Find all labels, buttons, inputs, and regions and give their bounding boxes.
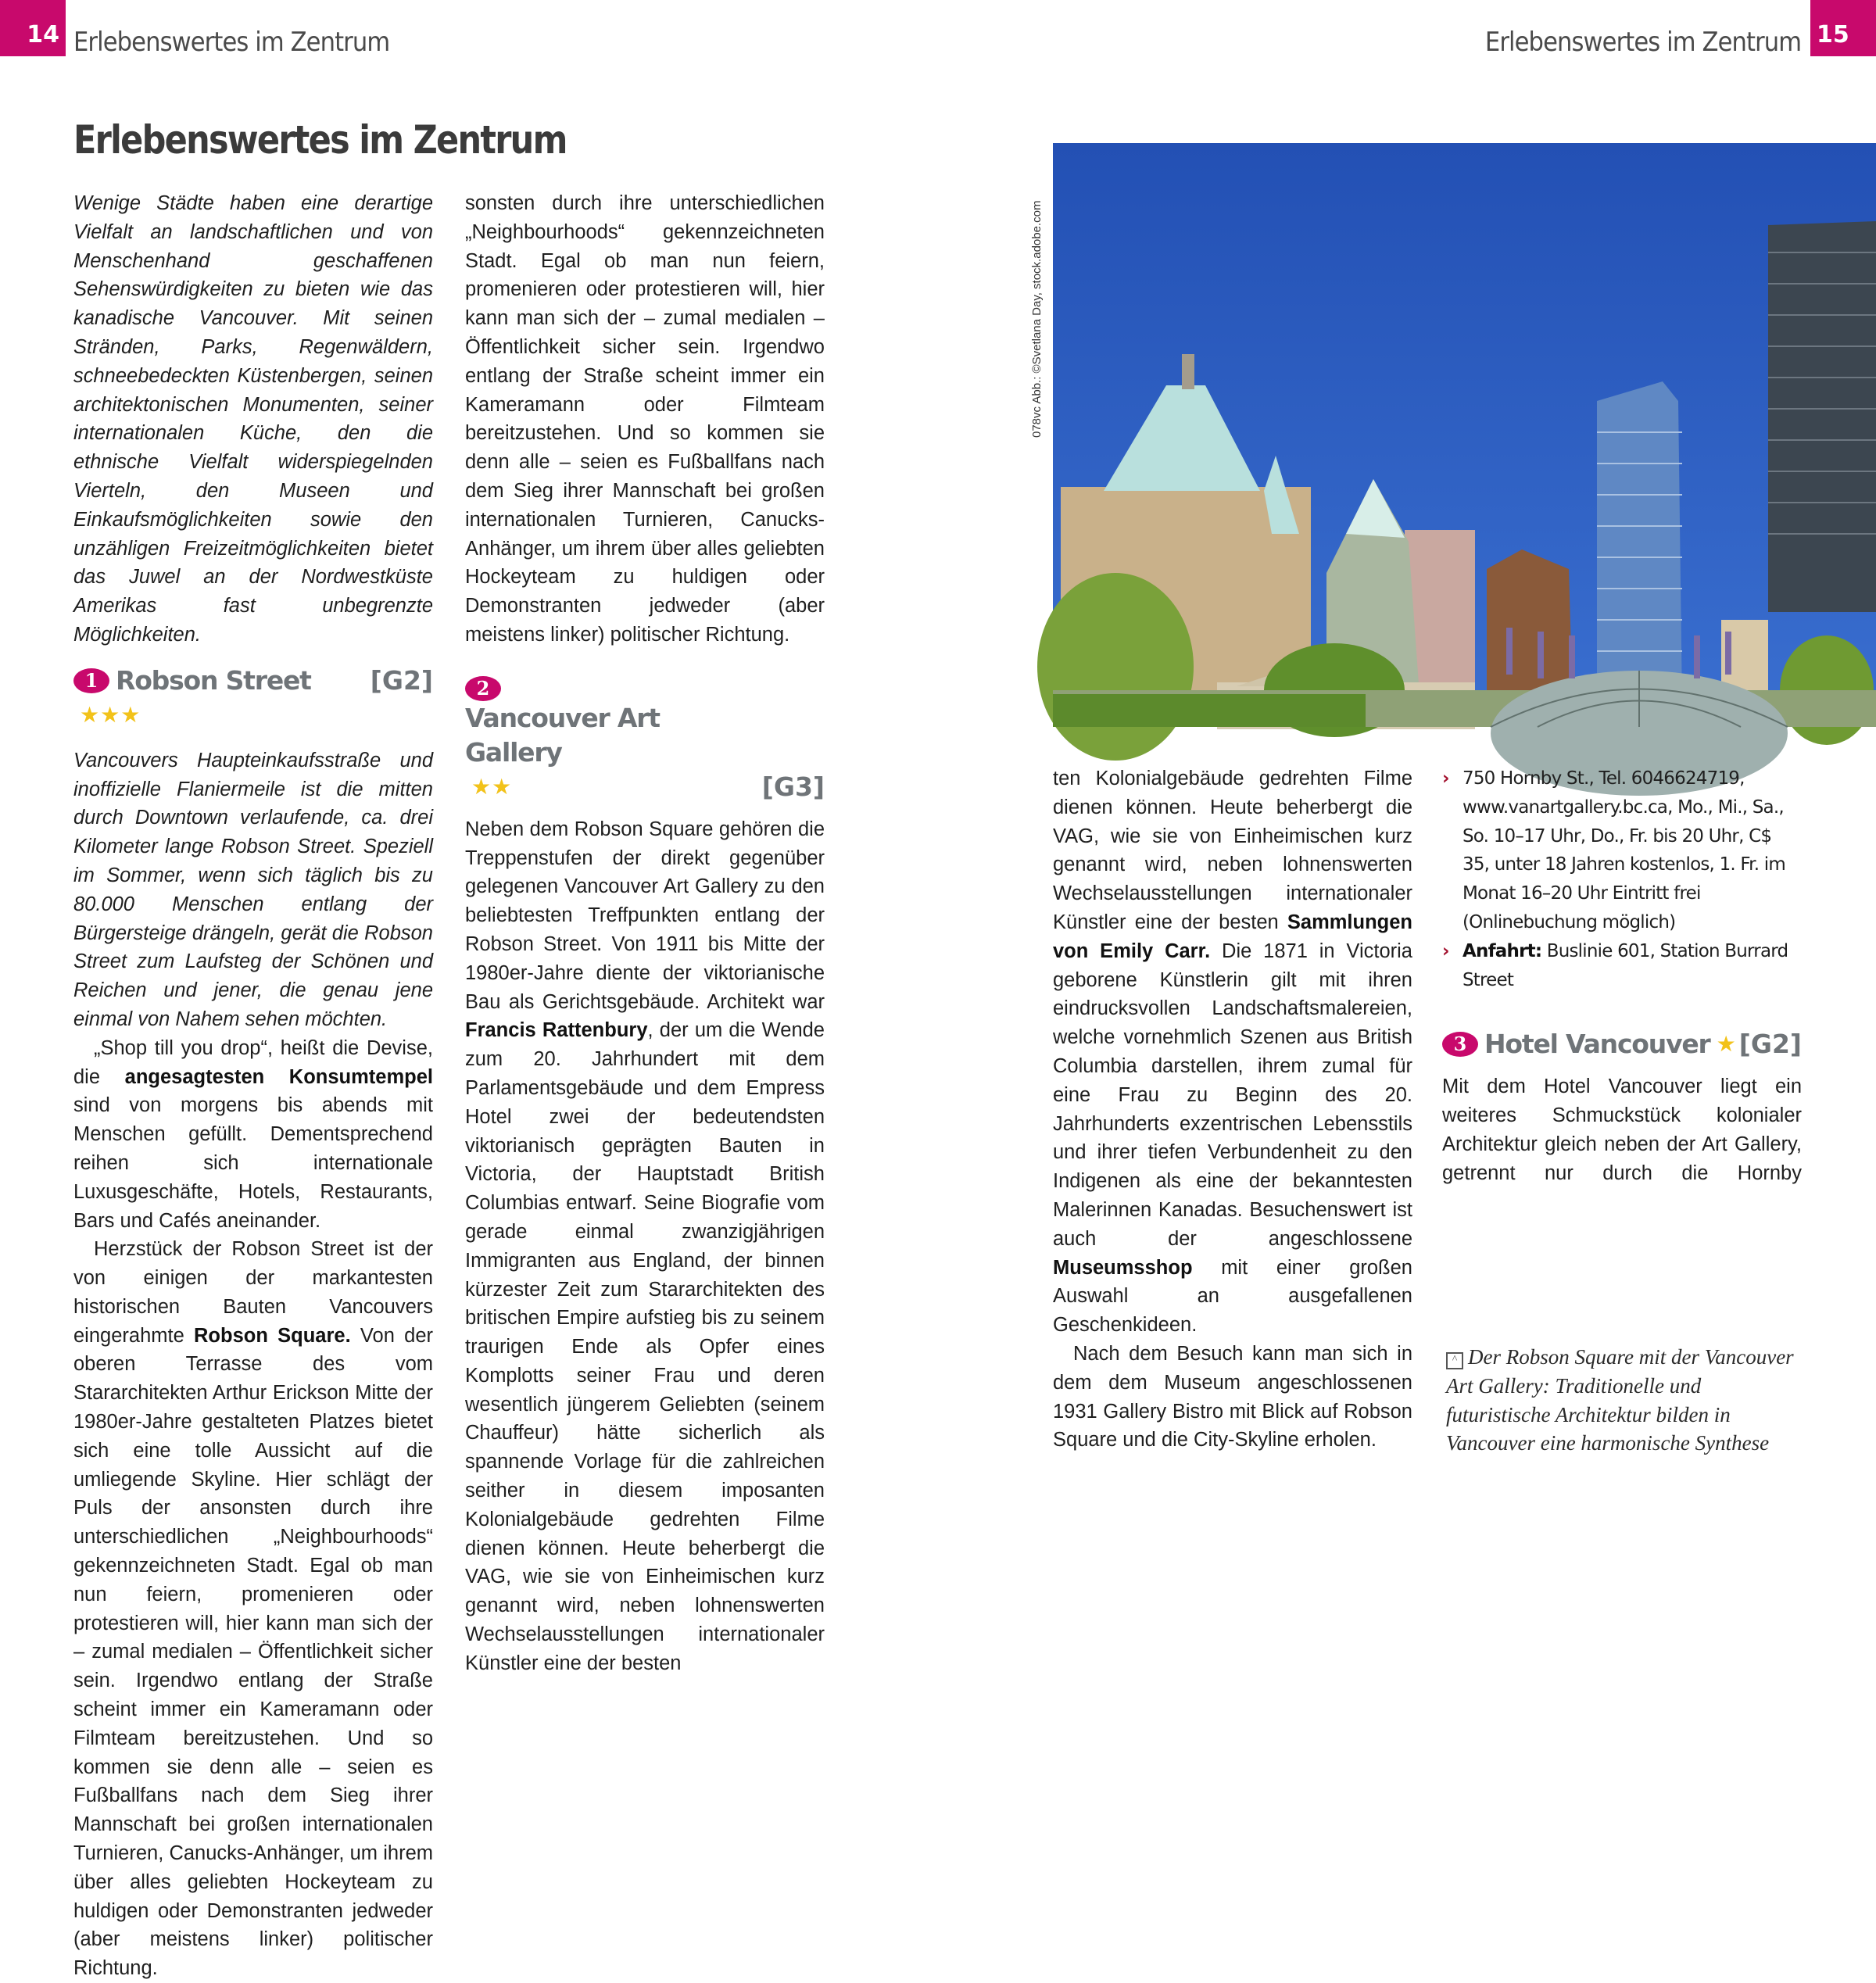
body-paragraph: Mit dem Hotel Vancouver liegt ein weiteres Schmuckstück kolonialer Architektur gleich neben der Art Gallery, getrennt nur durch die Hornby bbox=[1442, 1076, 1802, 1184]
photo-credit: 078vc Abb.: ©Svetlana Day, stock.adobe.com bbox=[1030, 200, 1044, 438]
photo-caption bbox=[1446, 1343, 1798, 1458]
body-paragraph-continued: sonsten durch ihre unterschiedlichen „Neighbourhoods“ gekennzeichneten Stadt. Egal ob man nun feiern, promenieren oder protestieren will, hier kann man sich der – zumal medialen – Öffentlichkeit sicher sein. Irgendwo entlang der Straße scheint immer ein Kameramann oder Filmteam bereitzustehen. Und so kommen sie denn alle – seien es Fußballfans nach dem Sieg ihrer Mannschaft bei großen internationalen Turnieren, Canucks-Anhänger, um ihrem über alles geliebten Hockeyteam zu huldigen oder Demonstranten jedweder (aber meistens linker) politischer Richtung. bbox=[465, 192, 825, 646]
page-number-left bbox=[0, 0, 66, 56]
text-run: „Shop till you drop“, heißt die Devise, die bbox=[73, 1036, 433, 1088]
body-paragraph bbox=[465, 815, 825, 1674]
highlight-text: Sammlungen von Emily Carr. bbox=[1053, 911, 1412, 962]
robson-square-photo bbox=[1053, 143, 1876, 727]
highlight-text: Francis Rattenbury bbox=[465, 1019, 648, 1042]
info-label: Anfahrt: bbox=[1462, 940, 1542, 961]
chevron-right-icon: › bbox=[1442, 768, 1449, 789]
sight-name: Vancouver Art Gallery bbox=[465, 702, 660, 768]
skyline-image bbox=[1053, 143, 1876, 727]
intro-paragraph: Wenige Städte haben eine derartige Vielfalt an landschaftlichen und von Menschenhand geschaffenen Sehenswürdigkeiten zu bieten wie das kanadische Vancouver. Mit seinen Stränden, Parks, Regenwäldern, schneebedeckten Küstenbergen, seinen architektonischen Monumenten, seiner internationalen Küche, den die ethnische Vielfalt widerspiegelnden Vierteln, den Museen und Einkaufsmöglichkeiten sowie den unzähligen Freizeitmöglichkeiten bietet das Juwel an der Nordwestküste Amerikas fast unbegrenzte Möglichkeiten. bbox=[73, 192, 433, 646]
sight-number-badge: 1 bbox=[73, 668, 109, 693]
map-grid-reference: [G2] bbox=[1738, 1029, 1802, 1060]
caption-text: Der Robson Square mit der Vancouver Art Gallery: Traditionelle und futuristische Architektur bilden in Vancouver eine harmonische Synthese bbox=[1446, 1345, 1794, 1455]
text-run: , der um die Wende zum 20. Jahrhundert mit dem Parlamentsgebäude und dem Empress Hotel zwei der bedeutendsten viktorianisch geprägten Bauten in Victoria, der Hauptstadt British Columbias entwarf. Seine Biografie vom gerade einmal zwanzigjährigen Immigranten aus England, der binnen kürzester Zeit zum Stararchitekten des britischen Empire aufstieg bis zu seinem traurigen Ende als Opfer eines Komplotts seiner Frau und deren wesentlich jüngerem Geliebten (seinem Chauffeur) hätte sicherlich als spannende Vorlage für die zahlreichen seither in diesem imposanten Kolonialgebäude gedrehten Filme dienen können. Heute beherbergt die VAG, wie sie von Einheimischen kurz genannt wird, neben lohnenswerten Wechselausstellungen internationaler Künstler eine der besten bbox=[465, 1019, 825, 1674]
sight-name: Robson Street bbox=[116, 664, 311, 696]
text-column-2 bbox=[465, 189, 825, 1674]
text-column-4 bbox=[1442, 764, 1802, 1188]
sight-lead-paragraph: Vancouvers Haupteinkaufsstraße und inoffizielle Flaniermeile ist die mitten durch Downtown verlaufende, ca. drei Kilometer lange Robson Street. Speziell im Sommer, wenn sich täglich bis zu 80.000 Menschen entlang der Bürgersteige drängeln, gerät die Robson Street zum Laufsteg der Schönen und Reichen und jener, die genau jene einmal von Nahem sehen möchten. bbox=[73, 749, 433, 1030]
info-text: 750 Hornby St., Tel. 6046624719, www.vanartgallery.bc.ca, Mo., Mi., Sa., So. 10–17 Uhr, Do., Fr. bis 20 Uhr, C$ 35, unter 18 Jahren kostenlos, 1. Fr. im Monat 16–20 Uhr Eintritt frei (Onlinebuchung möglich) bbox=[1462, 768, 1785, 932]
text-run: mit einer großen Auswahl an ausgefallenen Geschenkideen. bbox=[1053, 1256, 1412, 1337]
info-item-directions bbox=[1442, 937, 1802, 995]
map-grid-reference: [G3] bbox=[761, 771, 825, 802]
sight-heading-hotel-vancouver bbox=[1442, 1027, 1802, 1061]
body-paragraph bbox=[73, 1034, 433, 1236]
sight-number-badge: 3 bbox=[1442, 1032, 1478, 1057]
body-paragraph: Nach dem Besuch kann man sich in dem dem Museum angeschlossenen 1931 Gallery Bistro mit Blick auf Robson Square und die City-Skyline erholen. bbox=[1053, 1342, 1412, 1451]
page-number-text: 14 bbox=[27, 21, 59, 48]
star-rating-icon: ★★★ bbox=[80, 701, 141, 728]
highlight-text: Museumsshop bbox=[1053, 1256, 1193, 1279]
text-run: Herzstück der Robson Street ist der von einigen der markantesten historischen Bauten Vancouvers eingerahmte bbox=[73, 1238, 433, 1347]
running-head-right: Erlebenswertes im Zentrum bbox=[1484, 27, 1801, 58]
text-run: Von der oberen Terrasse des vom Stararchitekten Arthur Erickson Mitte der 1980er-Jahre gestalteten Platzes bietet sich eine tolle Aussicht auf die umliegende Skyline. Hier schlägt der Puls der ansonsten durch ihre unterschiedlichen „Neighbourhoods“ gekennzeichneten Stadt. Egal ob man nun feiern, promenieren oder protestieren will, hier kann man sich der – zumal medialen – Öffentlichkeit sicher sein. Irgendwo entlang der Straße scheint immer ein Kameramann oder Filmteam bereitzustehen. Und so kommen sie denn alle – seien es Fußballfans nach dem Sieg ihrer Mannschaft bei großen internationalen Turnieren, Canucks-Anhänger, um ihrem über alles geliebten Hockeyteam zu huldigen oder Demonstranten jedweder (aber meistens linker) politischer Richtung. bbox=[73, 1324, 433, 1980]
info-text bbox=[1462, 937, 1802, 995]
text-run: sind von morgens bis abends mit Menschen gefüllt. Dementsprechend reihen sich internationale Luxusgeschäfte, Hotels, Restaurants, Bars und Cafés aneinander. bbox=[73, 1094, 433, 1232]
photo-up-arrow-icon: ^ bbox=[1446, 1352, 1463, 1369]
info-item-address bbox=[1442, 764, 1802, 937]
star-rating-icon: ★★ bbox=[471, 773, 513, 800]
text-column-3 bbox=[1053, 764, 1412, 1455]
sight-heading-robson-street bbox=[73, 664, 433, 732]
page-number-text: 15 bbox=[1817, 21, 1849, 48]
sight-heading-vancouver-art-gallery bbox=[465, 676, 825, 804]
chevron-right-icon: › bbox=[1442, 940, 1449, 961]
text-column-1 bbox=[73, 189, 433, 1980]
highlight-text: Robson Square. bbox=[194, 1324, 351, 1347]
running-head-left: Erlebenswertes im Zentrum bbox=[73, 27, 390, 58]
body-paragraph bbox=[73, 1235, 433, 1980]
page-number-right bbox=[1810, 0, 1876, 56]
info-value: Buslinie 601, Station Burrard Street bbox=[1462, 940, 1788, 990]
highlight-text: angesagtesten Konsumtempel bbox=[124, 1065, 433, 1088]
text-run: Neben dem Robson Square gehören die Treppenstufen der direkt gegenüber gelegenen Vancouver Art Gallery zu den beliebtesten Treffpunkten entlang der Robson Street. Von 1911 bis Mitte der 1980er-Jahre diente der viktorianische Bau als Gerichtsgebäude. Architekt war bbox=[465, 818, 825, 1013]
body-paragraph-continued: ten Kolonialgebäude gedrehten Filme dienen können. Heute beherbergt die VAG, wie sie von Einheimischen kurz genannt wird, neben lohnenswerten Wechselausstellungen internationaler Künstler eine der besten Sammlungen von Emily Carr. Die 1871 in Victoria geborene Künstlerin gilt mit ihren eindrucksvollen Landschaftsmalereien, welche vornehmlich Szenen aus British Columbia darstellen, ihrem zumal für eine Frau zu Beginn des 20. Jahrhunderts exzentrischen Lebensstils und ihrer tiefen Verbundenheit zu den Indigenen als eine der bekanntesten Malerinnen Kanadas. Besuchenswert ist auch der angeschlossene Museumsshop mit einer großen Auswahl an ausgefallenen Geschenkideen. bbox=[1053, 768, 1412, 1337]
sight-number-badge: 2 bbox=[465, 676, 501, 701]
star-rating-icon: ★ bbox=[1716, 1031, 1737, 1058]
info-box bbox=[1442, 764, 1802, 994]
text-run: Die 1871 in Victoria geborene Künstlerin gilt mit ihren eindrucksvollen Landschaftsmalereien, welche vornehmlich Szenen aus British Columbia darstellen, ihrem zumal für eine Frau zu Beginn des 20. Jahrhunderts exzentrischen Lebensstils und ihrer tiefen Verbundenheit zu den Indigenen als eine der bekanntesten Malerinnen Kanadas. Besuchenswert ist auch der angeschlossene bbox=[1053, 940, 1412, 1250]
page-title: Erlebenswertes im Zentrum bbox=[73, 117, 567, 163]
sight-name: Hotel Vancouver bbox=[1484, 1029, 1710, 1060]
map-grid-reference: [G2] bbox=[370, 664, 433, 696]
